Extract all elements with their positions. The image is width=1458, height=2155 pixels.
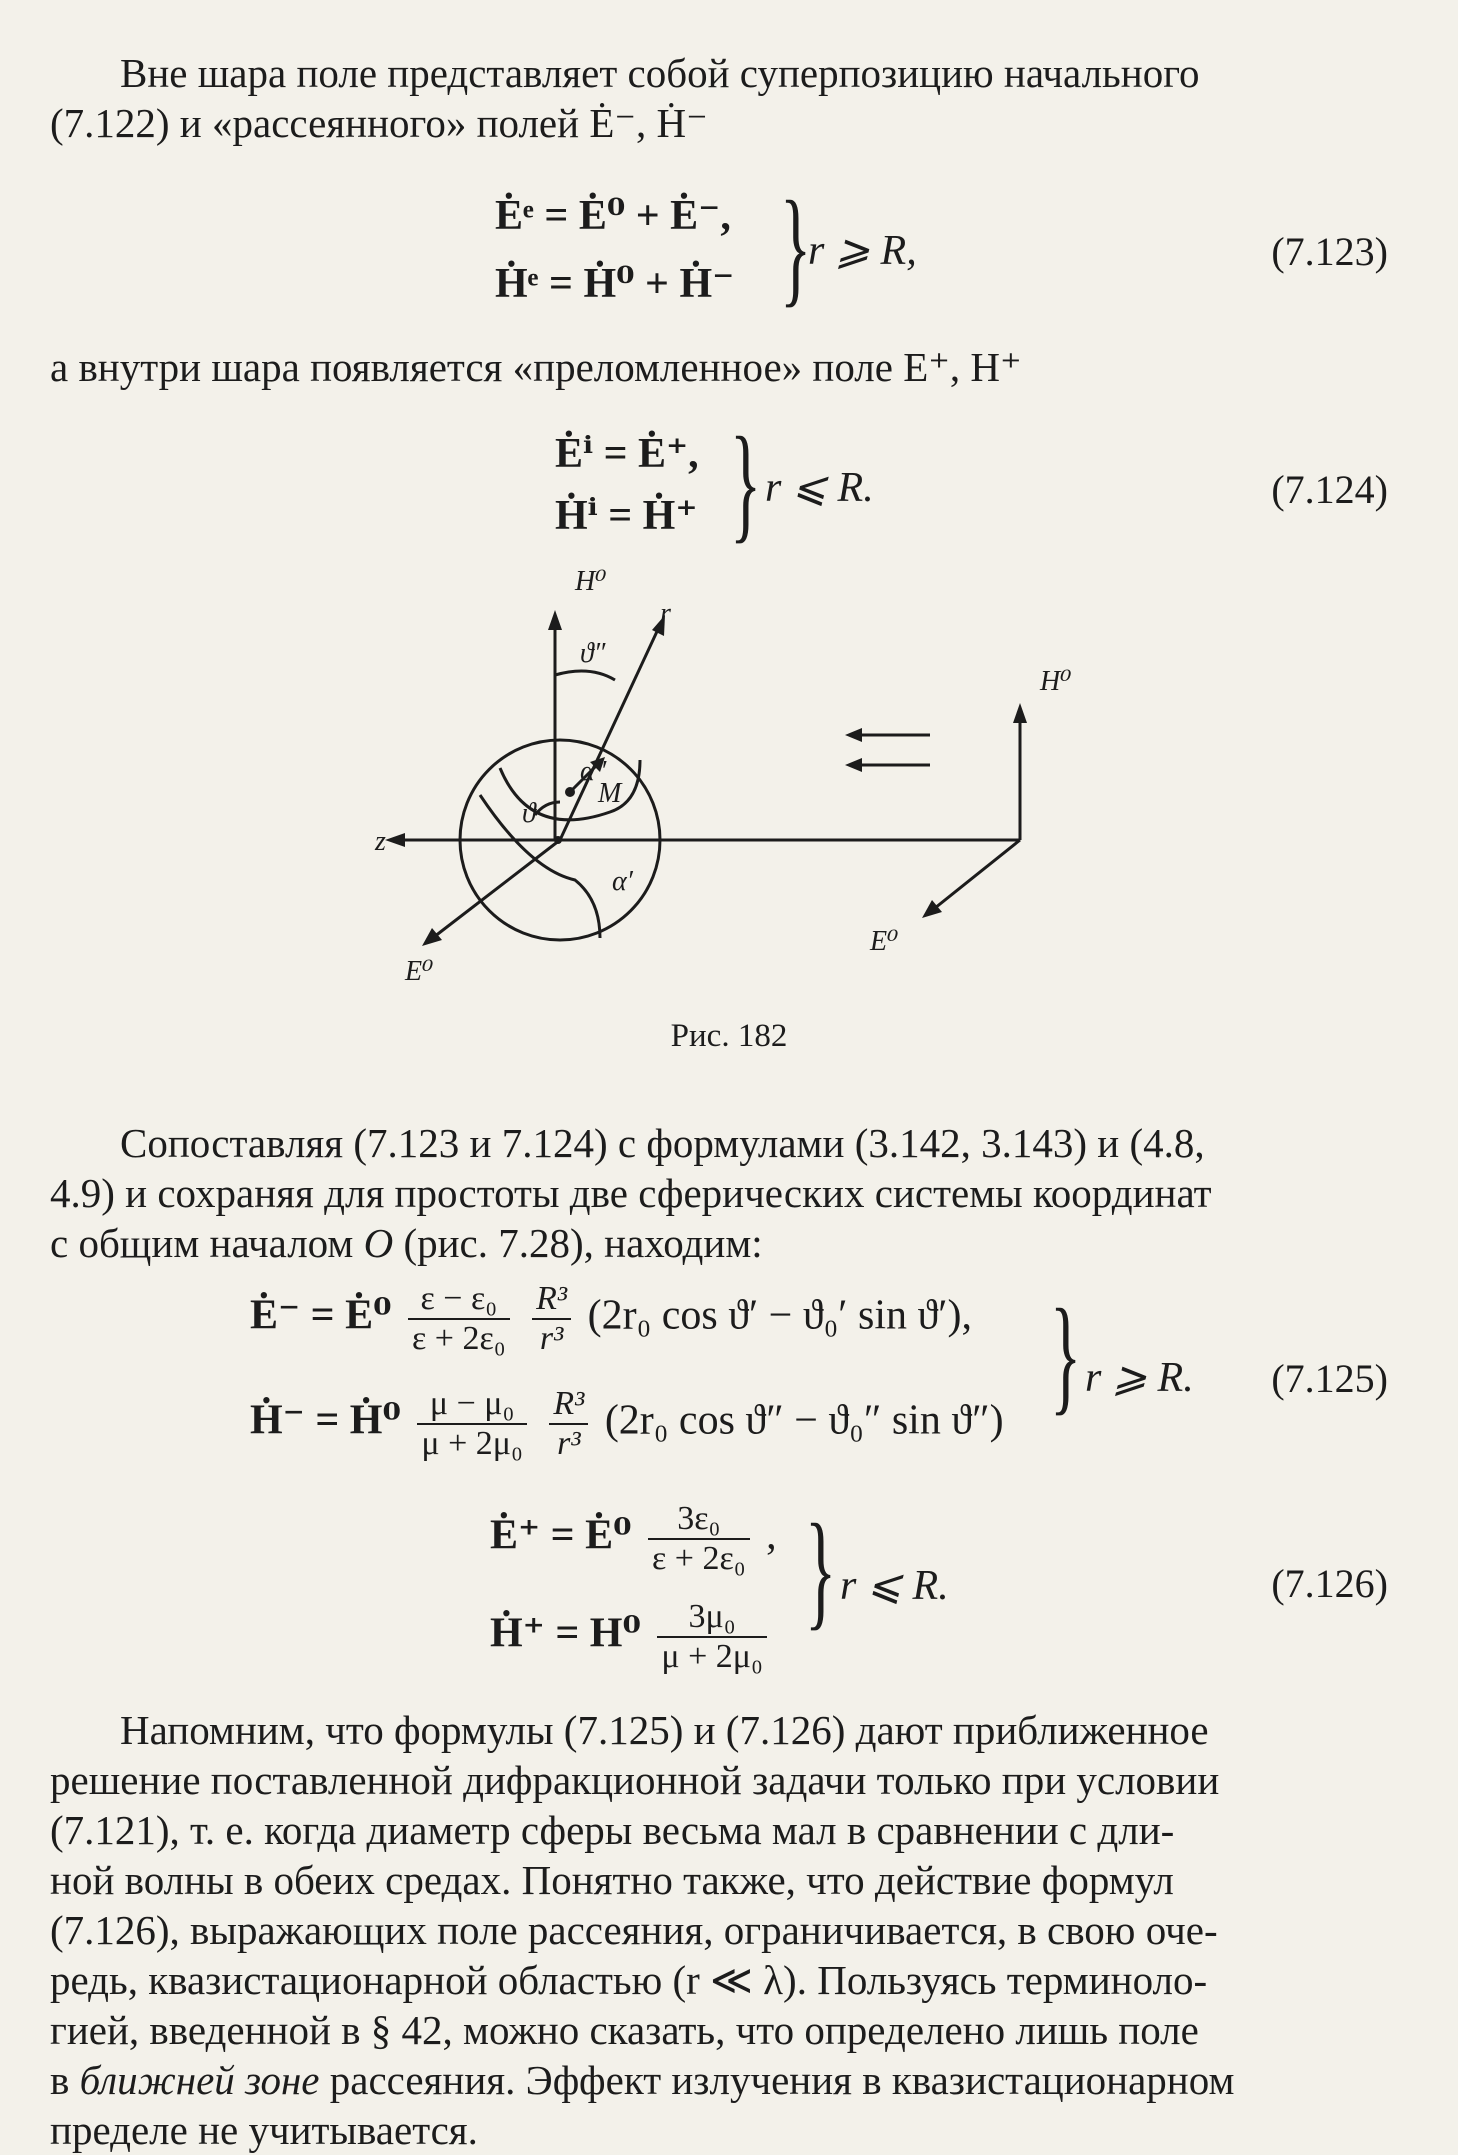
text-segment: рассеяния. Эффект излучения в квазистационарном bbox=[319, 2057, 1235, 2103]
label-alpha-dd: α″ bbox=[580, 756, 607, 787]
equation-condition: r ⩽ R. bbox=[765, 465, 874, 511]
fraction-numerator: R³ bbox=[532, 1280, 571, 1320]
fraction-denominator: μ + 2μ₀ bbox=[661, 1638, 763, 1675]
fraction-denominator: ε + 2ε₀ bbox=[412, 1320, 506, 1357]
fraction bbox=[648, 1500, 750, 1578]
text-line: Сопоставляя (7.123 и 7.124) с формулами (3.142, 3.143) и (4.8, bbox=[120, 1120, 1205, 1166]
label-m: M bbox=[598, 778, 622, 809]
arrowhead bbox=[548, 610, 562, 630]
label-alpha-d: α′ bbox=[612, 866, 633, 897]
text-italic: O bbox=[363, 1220, 394, 1266]
fraction-numerator: R³ bbox=[549, 1385, 588, 1425]
equation-line: Ḣᵉ = Ḣ⁰ + Ḣ⁻ bbox=[495, 261, 735, 307]
equation-number: (7.126) bbox=[1271, 1561, 1388, 1606]
paragraph-conclusion bbox=[50, 1705, 1390, 2155]
equation-lhs: Ė⁺ = Ė⁰ bbox=[490, 1512, 632, 1559]
label-e0-right: E⁰ bbox=[870, 926, 899, 957]
equation-line bbox=[490, 1500, 777, 1578]
arrowhead bbox=[922, 900, 942, 918]
text-line bbox=[50, 2055, 1390, 2105]
arrowhead bbox=[1013, 703, 1027, 723]
text-italic: ближней зоне bbox=[79, 2057, 320, 2103]
label-h0-top: H⁰ bbox=[575, 566, 607, 597]
text-segment: (рис. 7.28), находим: bbox=[393, 1220, 763, 1266]
text-line: Вне шара поле представляет собой суперпозицию начального bbox=[120, 50, 1200, 96]
text-segment: в bbox=[50, 2057, 80, 2103]
origin-point bbox=[554, 836, 562, 844]
text-line: ной волны в обеих средах. Понятно также, что действие формул bbox=[50, 1857, 1174, 1903]
label-z: z bbox=[375, 826, 386, 857]
fraction-numerator: 3ε₀ bbox=[648, 1500, 750, 1540]
right-brace: } bbox=[805, 1498, 837, 1642]
text-line: редь, квазистационарной областью (r ≪ λ). Пользуясь терминоло- bbox=[50, 1957, 1208, 2003]
text-segment: с общим началом bbox=[50, 1220, 364, 1266]
figure-182-diagram bbox=[0, 540, 1458, 1000]
fraction-denominator: ε + 2ε₀ bbox=[652, 1540, 746, 1577]
fraction-numerator: μ − μ₀ bbox=[417, 1385, 527, 1425]
label-h0-right: H⁰ bbox=[1040, 666, 1072, 697]
text-line: (7.122) и «рассеянного» полей Ė⁻, Ḣ⁻ bbox=[50, 100, 708, 146]
text-line: пределе не учитывается. bbox=[50, 2107, 478, 2153]
equation-rhs: (2r₀ cos ϑ″ − ϑ₀″ sin ϑ″) bbox=[604, 1397, 1004, 1444]
fraction bbox=[408, 1280, 510, 1358]
fraction-denominator: r³ bbox=[557, 1425, 581, 1462]
equation-line: Ḣⁱ = Ḣ⁺ bbox=[555, 493, 698, 539]
equation-line bbox=[250, 1385, 1004, 1463]
e0-axis bbox=[430, 840, 560, 940]
text-line: (7.126), выражающих поле рассеяния, ограничивается, в свою оче- bbox=[50, 1907, 1218, 1953]
equation-condition: r ⩾ R. bbox=[1085, 1355, 1194, 1401]
fraction bbox=[417, 1385, 527, 1463]
equation-line bbox=[250, 1280, 972, 1358]
arrowhead bbox=[385, 833, 405, 847]
fraction-denominator: r³ bbox=[539, 1320, 564, 1357]
fraction-numerator: 3μ₀ bbox=[657, 1598, 767, 1638]
label-theta-dd: ϑ″ bbox=[580, 638, 606, 669]
figure-caption: Рис. 182 bbox=[670, 1018, 788, 1054]
equation-rhs: (2r₀ cos ϑ′ − ϑ₀′ sin ϑ′), bbox=[587, 1292, 972, 1339]
text-line: (7.121), т. е. когда диаметр сферы весьма мал в сравнении с дли- bbox=[50, 1807, 1175, 1853]
equation-line: Ėⁱ = Ė⁺, bbox=[555, 431, 699, 477]
equation-number: (7.123) bbox=[1271, 229, 1388, 274]
theta-dd-arc bbox=[555, 671, 615, 680]
arrowhead bbox=[845, 758, 862, 772]
paragraph-refracted bbox=[50, 342, 1390, 392]
fraction-denominator: μ + 2μ₀ bbox=[421, 1425, 523, 1462]
label-theta: ϑ bbox=[522, 798, 536, 829]
equation-line: Ėᵉ = Ė⁰ + Ė⁻, bbox=[495, 193, 731, 239]
point-m bbox=[565, 787, 575, 797]
equation-lhs: Ė⁻ = Ė⁰ bbox=[250, 1292, 392, 1339]
fraction bbox=[657, 1598, 767, 1676]
text-line: Напомним, что формулы (7.125) и (7.126) дают приближенное bbox=[120, 1707, 1209, 1753]
text-line: 4.9) и сохраняя для простоты две сферических системы координат bbox=[50, 1170, 1212, 1216]
equation-rhs: , bbox=[766, 1512, 777, 1559]
fraction bbox=[532, 1280, 571, 1358]
right-brace: } bbox=[730, 411, 762, 555]
arrowhead bbox=[845, 728, 862, 742]
fraction bbox=[549, 1385, 588, 1463]
equation-number: (7.124) bbox=[1271, 467, 1388, 512]
paragraph-intro bbox=[50, 48, 1390, 148]
equation-condition: r ⩾ R, bbox=[808, 228, 917, 274]
label-e0-left: E⁰ bbox=[405, 956, 434, 987]
equation-condition: r ⩽ R. bbox=[840, 1563, 949, 1609]
text-line: гией, введенной в § 42, можно сказать, что определено лишь поле bbox=[50, 2007, 1199, 2053]
equation-lhs: Ḣ⁻ = Ḣ⁰ bbox=[250, 1397, 401, 1444]
right-brace: } bbox=[780, 175, 812, 319]
fraction-numerator: ε − ε₀ bbox=[408, 1280, 510, 1320]
equation-lhs: Ḣ⁺ = H⁰ bbox=[490, 1610, 641, 1657]
arrowhead bbox=[422, 928, 442, 946]
right-brace: } bbox=[1050, 1283, 1082, 1427]
text-line: решение поставленной дифракционной задачи только при условии bbox=[50, 1757, 1220, 1803]
paragraph-comparison bbox=[50, 1118, 1390, 1268]
text-line: а внутри шара появляется «преломленное» поле E⁺, H⁺ bbox=[50, 344, 1022, 390]
label-r: r bbox=[660, 598, 671, 629]
text-line bbox=[50, 1218, 1390, 1268]
equation-number: (7.125) bbox=[1271, 1356, 1388, 1401]
equation-line bbox=[490, 1598, 773, 1676]
e0-right-axis bbox=[930, 840, 1020, 912]
